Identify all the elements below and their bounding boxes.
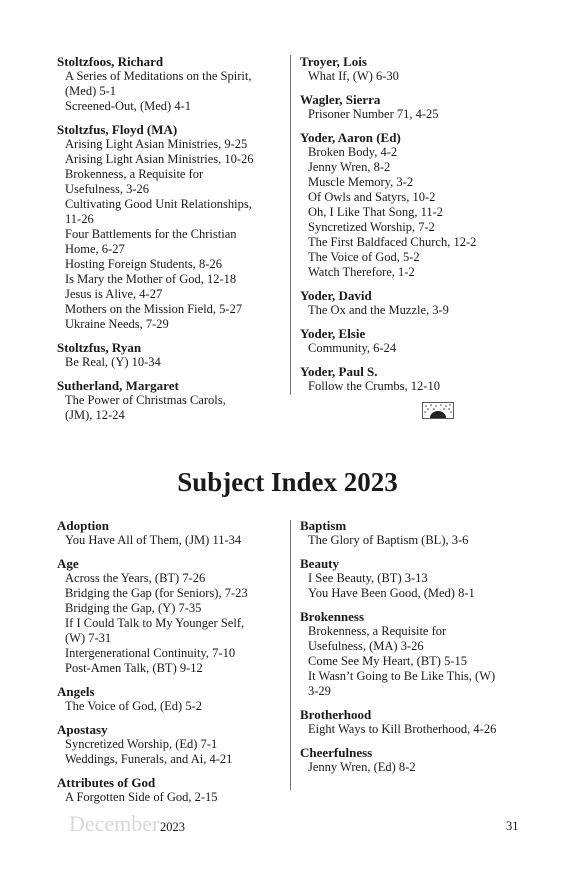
index-entry bbox=[300, 745, 540, 775]
index-entry bbox=[300, 364, 540, 394]
footer-month: December bbox=[69, 811, 160, 836]
index-item: Post-Amen Talk, (BT) 9-12 bbox=[65, 661, 203, 675]
author-name: Stoltzfus, Floyd (MA) bbox=[57, 122, 178, 137]
index-item: The First Baldfaced Church, 12-2 bbox=[308, 235, 477, 249]
index-entry bbox=[57, 722, 289, 767]
index-entry bbox=[57, 556, 289, 676]
column-divider bbox=[290, 520, 291, 790]
author-name: Wagler, Sierra bbox=[300, 92, 381, 107]
index-item: You Have All of Them, (JM) 11-34 bbox=[65, 533, 242, 547]
author-index-right-column bbox=[300, 54, 540, 402]
index-item: The Voice of God, 5-2 bbox=[308, 250, 420, 264]
author-name: Yoder, Aaron (Ed) bbox=[300, 130, 401, 145]
index-item: Community, 6-24 bbox=[308, 341, 397, 355]
index-item: Follow the Crumbs, 12-10 bbox=[308, 379, 440, 393]
subject-heading: Baptism bbox=[300, 518, 347, 533]
index-item: If I Could Talk to My Younger Self, (W) 7-31 bbox=[65, 616, 245, 645]
index-entry bbox=[57, 518, 289, 548]
subject-index-title: Subject Index 2023 bbox=[177, 467, 398, 497]
subject-heading: Cheerfulness bbox=[300, 745, 373, 760]
sunrise-end-mark-icon bbox=[422, 402, 454, 419]
subject-heading: Apostasy bbox=[57, 722, 108, 737]
index-item: A Forgotten Side of God, 2-15 bbox=[65, 790, 218, 804]
index-item: Jenny Wren, (Ed) 8-2 bbox=[308, 760, 416, 774]
index-item: Four Battlements for the Christian Home, 6-27 bbox=[65, 227, 237, 256]
subject-index-left-column bbox=[57, 518, 289, 813]
index-item: Intergenerational Continuity, 7-10 bbox=[65, 646, 236, 660]
index-item: Screened-Out, (Med) 4-1 bbox=[65, 99, 191, 113]
index-item: Syncretized Worship, (Ed) 7-1 bbox=[65, 737, 218, 751]
index-item: Prisoner Number 71, 4-25 bbox=[308, 107, 439, 121]
index-entry bbox=[57, 684, 289, 714]
page-number: 31 bbox=[506, 819, 519, 833]
author-name: Yoder, Elsie bbox=[300, 326, 366, 341]
index-item: A Series of Meditations on the Spirit, (Med) 5-1 bbox=[65, 69, 252, 98]
author-index-left-column bbox=[57, 54, 289, 431]
index-item: Jenny Wren, 8-2 bbox=[308, 160, 391, 174]
index-item: Weddings, Funerals, and Ai, 4-21 bbox=[65, 752, 233, 766]
index-entry bbox=[300, 707, 540, 737]
column-divider bbox=[290, 55, 291, 395]
index-item: Muscle Memory, 3-2 bbox=[308, 175, 414, 189]
index-item: Be Real, (Y) 10-34 bbox=[65, 355, 161, 369]
index-item: The Glory of Baptism (BL), 3-6 bbox=[308, 533, 469, 547]
index-item: You Have Been Good, (Med) 8-1 bbox=[308, 586, 475, 600]
index-item: Syncretized Worship, 7-2 bbox=[308, 220, 435, 234]
index-item: Cultivating Good Unit Relationships, 11-26 bbox=[65, 197, 252, 226]
index-entry bbox=[300, 609, 540, 699]
index-item: Oh, I Like That Song, 11-2 bbox=[308, 205, 444, 219]
index-entry bbox=[300, 518, 540, 548]
index-entry bbox=[300, 556, 540, 601]
author-name: Stoltzfus, Ryan bbox=[57, 340, 142, 355]
subject-heading: Brotherhood bbox=[300, 707, 372, 722]
index-item: Come See My Heart, (BT) 5-15 bbox=[308, 654, 467, 668]
index-item: Brokenness, a Requisite for Usefulness, 3-26 bbox=[65, 167, 204, 196]
index-entry bbox=[300, 54, 540, 84]
subject-heading: Angels bbox=[57, 684, 95, 699]
index-entry bbox=[57, 378, 289, 423]
index-item: Arising Light Asian Ministries, 9-25 bbox=[65, 137, 248, 151]
author-name: Stoltzfoos, Richard bbox=[57, 54, 164, 69]
index-item: Bridging the Gap (for Seniors), 7-23 bbox=[65, 586, 248, 600]
index-entry bbox=[57, 775, 289, 805]
subject-heading: Age bbox=[57, 556, 79, 571]
index-entry bbox=[57, 54, 289, 114]
index-item: Ukraine Needs, 7-29 bbox=[65, 317, 169, 331]
index-item: Bridging the Gap, (Y) 7-35 bbox=[65, 601, 202, 615]
index-item: The Power of Christmas Carols, (JM), 12-24 bbox=[65, 393, 226, 422]
index-item: Across the Years, (BT) 7-26 bbox=[65, 571, 206, 585]
subject-heading: Beauty bbox=[300, 556, 339, 571]
subject-index-right-column bbox=[300, 518, 540, 783]
index-item: Broken Body, 4-2 bbox=[308, 145, 398, 159]
index-item: Jesus is Alive, 4-27 bbox=[65, 287, 163, 301]
index-item: Hosting Foreign Students, 8-26 bbox=[65, 257, 222, 271]
author-name: Troyer, Lois bbox=[300, 54, 367, 69]
subject-heading: Brokenness bbox=[300, 609, 365, 624]
index-item: I See Beauty, (BT) 3-13 bbox=[308, 571, 428, 585]
footer-year: 2023 bbox=[160, 820, 185, 834]
index-item: The Voice of God, (Ed) 5-2 bbox=[65, 699, 203, 713]
index-item: Mothers on the Mission Field, 5-27 bbox=[65, 302, 243, 316]
index-item: It Wasn’t Going to Be Like This, (W) 3-29 bbox=[308, 669, 496, 698]
index-item: The Ox and the Muzzle, 3-9 bbox=[308, 303, 449, 317]
subject-heading: Attributes of God bbox=[57, 775, 156, 790]
index-entry bbox=[300, 92, 540, 122]
index-item: Watch Therefore, 1-2 bbox=[308, 265, 415, 279]
index-item: What If, (W) 6-30 bbox=[308, 69, 399, 83]
index-item: Arising Light Asian Ministries, 10-26 bbox=[65, 152, 254, 166]
author-name: Sutherland, Margaret bbox=[57, 378, 179, 393]
index-entry bbox=[300, 130, 540, 280]
subject-heading: Adoption bbox=[57, 518, 110, 533]
index-item: Is Mary the Mother of God, 12-18 bbox=[65, 272, 237, 286]
index-item: Brokenness, a Requisite for Usefulness, (MA) 3-26 bbox=[308, 624, 447, 653]
author-name: Yoder, Paul S. bbox=[300, 364, 378, 379]
index-entry bbox=[300, 288, 540, 318]
index-entry bbox=[57, 122, 289, 332]
index-entry bbox=[57, 340, 289, 370]
author-name: Yoder, David bbox=[300, 288, 372, 303]
index-item: Of Owls and Satyrs, 10-2 bbox=[308, 190, 436, 204]
index-item: Eight Ways to Kill Brotherhood, 4-26 bbox=[308, 722, 497, 736]
index-entry bbox=[300, 326, 540, 356]
